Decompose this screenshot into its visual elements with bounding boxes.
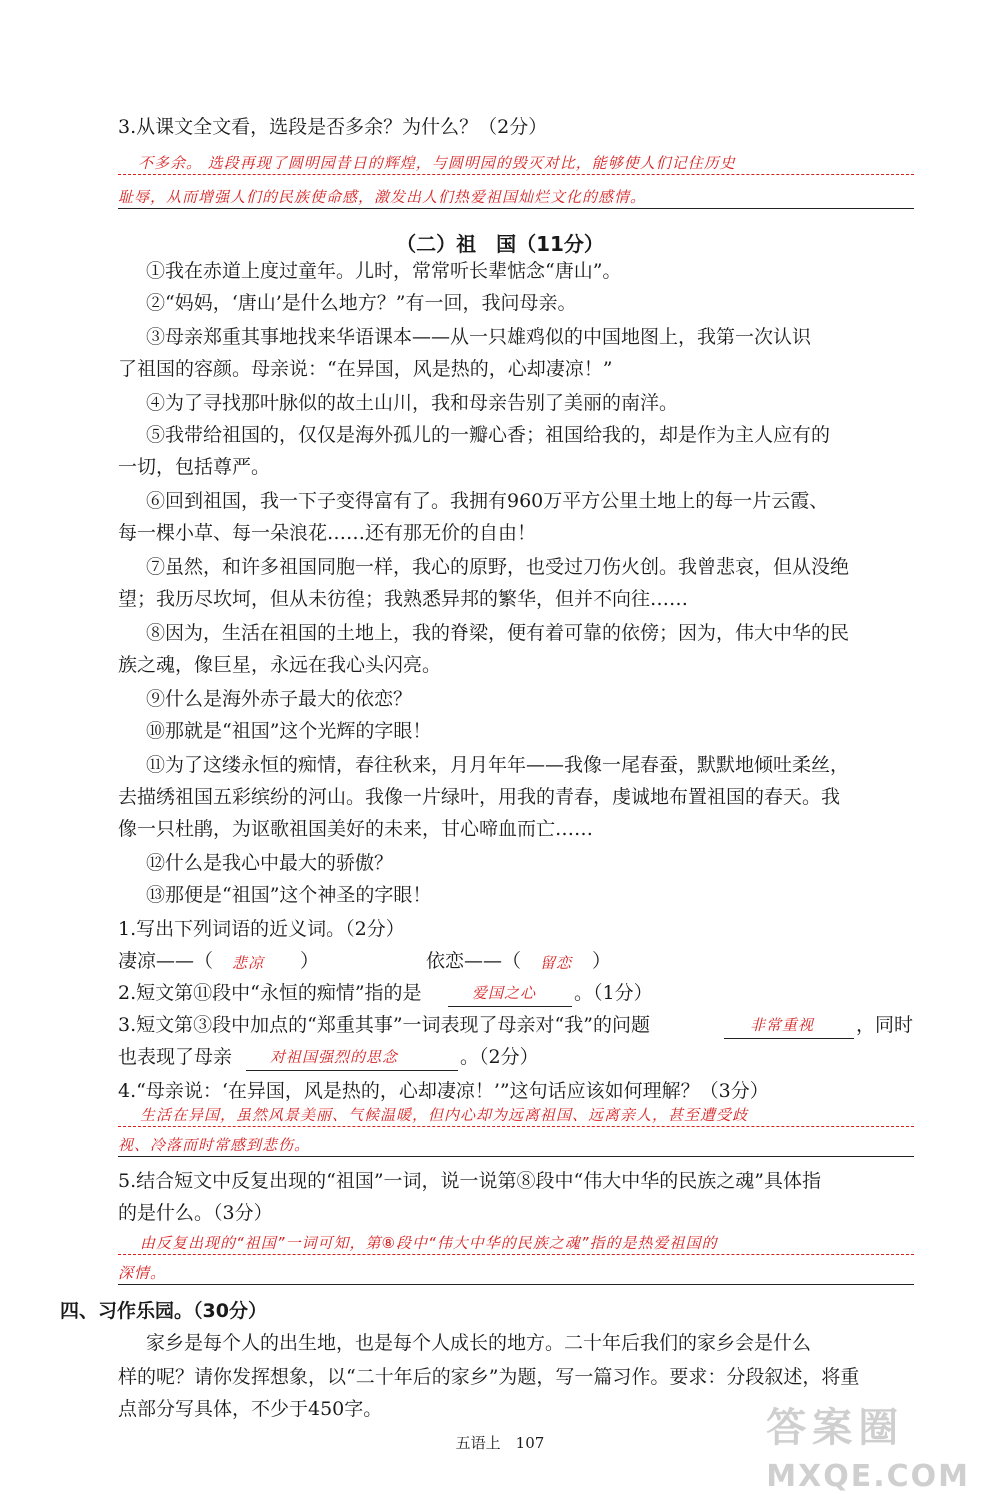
q1-word2-label: 依恋——（ — [426, 950, 522, 972]
page-footer: 五语上 107 — [455, 1434, 545, 1452]
q1-word1-close: ） — [300, 950, 320, 972]
answer-blank — [448, 1006, 572, 1007]
passage-line: ⑨什么是海外赤子最大的依恋？ — [146, 688, 413, 710]
passage-line: ⑦虽然，和许多祖国同胞一样，我心的原野，也受过刀伤火创。我曾悲哀，但从没绝 — [146, 556, 850, 578]
part4-line2: 样的呢？请你发挥想象，以“二十年后的家乡”为题，写一篇习作。要求：分段叙述，将重 — [118, 1366, 860, 1388]
passage-line: 每一棵小草、每一朵浪花……还有那无价的自由！ — [118, 522, 537, 544]
answer-underline — [118, 174, 914, 175]
q5-answer-line1: 由反复出现的“祖国”一词可知，第⑧段中“伟大中华的民族之魂”指的是热爱祖国的 — [140, 1234, 718, 1252]
q1-word1-answer: 悲凉 — [232, 954, 265, 972]
q5-answer-line2: 深情。 — [118, 1264, 167, 1282]
prev-q3-answer-line1: 不多余。 选段再现了圆明园昔日的辉煌，与圆明园的毁灭对比，能够使人们记住历史 — [138, 154, 736, 172]
q5-question-line1: 5.结合短文中反复出现的“祖国”一词，说一说第⑧段中“伟大中华的民族之魂”具体指 — [118, 1170, 821, 1192]
part4-line1: 家乡是每个人的出生地，也是每个人成长的地方。二十年后我们的家乡会是什么 — [146, 1332, 812, 1354]
watermark-url: MXQE.COM — [766, 1459, 970, 1494]
prev-q3-question: 3.从课文全文看，选段是否多余？为什么？（2分） — [118, 116, 548, 138]
q3-answer1: 非常重视 — [750, 1016, 815, 1034]
q1-word2-answer: 留恋 — [540, 954, 573, 972]
answer-blank — [246, 1070, 458, 1071]
passage-line: ⑫什么是我心中最大的骄傲？ — [146, 852, 394, 874]
q3-suffix: 。（2分） — [460, 1046, 539, 1068]
q3-prefix: 3.短文第③段中加点的“郑重其事”一词表现了母亲对“我”的问题 — [118, 1014, 650, 1036]
passage-line: 去描绣祖国五彩缤纷的河山。我像一片绿叶，用我的青春，虔诚地布置祖国的春天。我 — [118, 786, 841, 808]
q2-prefix: 2.短文第⑪段中“永恒的痴情”指的是 — [118, 982, 422, 1004]
q3-mid: ，同时 — [856, 1014, 914, 1036]
passage-line: 一切，包括尊严。 — [118, 456, 271, 478]
answer-rule — [118, 208, 914, 209]
q5-question-line2: 的是什么。（3分） — [118, 1202, 273, 1224]
passage-line: ⑥回到祖国，我一下子变得富有了。我拥有960万平方公里土地上的每一片云霞、 — [146, 490, 829, 512]
passage-line: ⑩那就是“祖国”这个光辉的字眼！ — [146, 720, 432, 742]
passage-line: ②“妈妈，‘唐山’是什么地方？”有一回，我问母亲。 — [146, 292, 577, 314]
watermark-logo-text: 答案圈 — [766, 1405, 905, 1451]
passage-line: ⑪为了这缕永恒的痴情，春往秋来，月月年年——我像一尾春蚕，默默地倾吐柔丝， — [146, 754, 850, 776]
answer-blank — [724, 1038, 854, 1039]
q1-word2-close: ） — [592, 950, 612, 972]
passage-line: ⑤我带给祖国的，仅仅是海外孤儿的一瓣心香；祖国给我的，却是作为主人应有的 — [146, 424, 831, 446]
passage-line: ④为了寻找那叶脉似的故土山川，我和母亲告别了美丽的南洋。 — [146, 392, 679, 414]
part4-line3: 点部分写具体，不少于450字。 — [118, 1398, 383, 1420]
answer-underline — [118, 1254, 914, 1255]
q3-answer2: 对祖国强烈的思念 — [270, 1048, 399, 1066]
q2-answer: 爱国之心 — [472, 984, 537, 1002]
q2-suffix: 。（1分） — [574, 982, 653, 1004]
q1-word1-label: 凄凉——（ — [118, 950, 214, 972]
passage-line: 像一只杜鹃，为讴歌祖国美好的未来，甘心啼血而亡…… — [118, 818, 594, 840]
passage-line: 族之魂，像巨星，永远在我心头闪亮。 — [118, 654, 442, 676]
q4-answer-line1: 生活在异国，虽然风景美丽、气候温暖，但内心却为远离祖国、远离亲人，甚至遭受歧 — [140, 1106, 749, 1124]
site-watermark — [766, 1396, 970, 1494]
q3-line2-prefix: 也表现了母亲 — [118, 1046, 233, 1068]
answer-rule — [118, 1156, 914, 1157]
passage-line: ⑬那便是“祖国”这个神圣的字眼！ — [146, 884, 432, 906]
passage-line: ①我在赤道上度过童年。儿时，常常听长辈惦念“唐山”。 — [146, 260, 622, 282]
answer-rule — [118, 1284, 914, 1285]
passage-line: 了祖国的容颜。母亲说：“在异国，风是热的，心却凄凉！” — [118, 358, 613, 380]
part4-heading: 四、习作乐园。（30分） — [60, 1300, 267, 1322]
passage-line: ⑧因为，生活在祖国的土地上，我的脊梁，便有着可靠的依傍；因为，伟大中华的民 — [146, 622, 850, 644]
passage-line: 望；我历尽坎坷，但从未彷徨；我熟悉异邦的繁华，但并不向往…… — [118, 588, 689, 610]
answer-underline — [118, 1126, 914, 1127]
section-title: （二）祖 国（11分） — [396, 232, 604, 256]
passage-line: ③母亲郑重其事地找来华语课本——从一只雄鸡似的中国地图上，我第一次认识 — [146, 326, 812, 348]
q4-question: 4.“母亲说：‘在异国，风是热的，心却凄凉！’”这句话应该如何理解？（3分） — [118, 1080, 769, 1102]
q1-text: 1.写出下列词语的近义词。（2分） — [118, 918, 405, 940]
q4-answer-line2: 视、冷落而时常感到悲伤。 — [118, 1136, 311, 1154]
prev-q3-answer-line2: 耻辱，从而增强人们的民族使命感，激发出人们热爱祖国灿烂文化的感情。 — [118, 188, 647, 206]
